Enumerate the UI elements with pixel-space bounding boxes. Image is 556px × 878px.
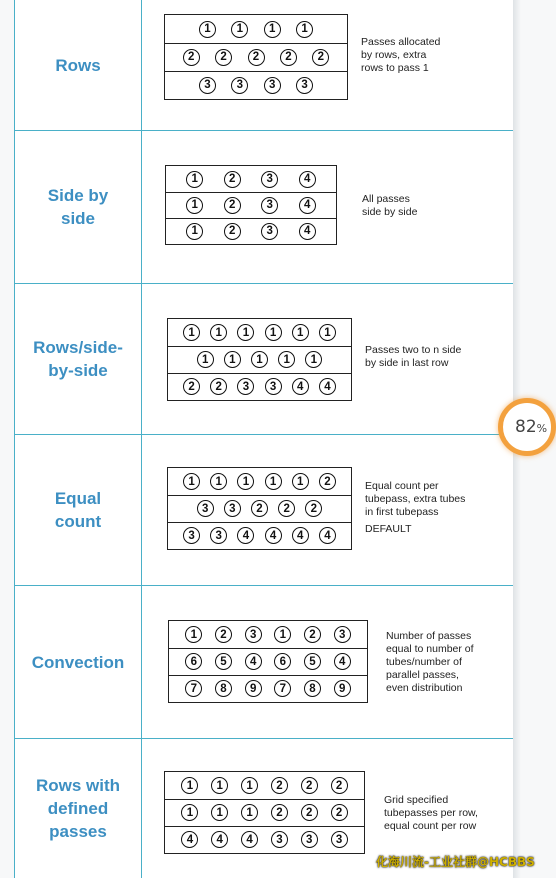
layout-description: All passes side by side — [362, 193, 418, 218]
tube-circle: 1 — [224, 351, 241, 368]
tube-circle: 1 — [265, 324, 282, 341]
tube-circle: 2 — [183, 378, 200, 395]
diagram-row-divider — [168, 495, 351, 496]
tube-circle: 4 — [299, 223, 316, 240]
tube-circle: 3 — [265, 378, 282, 395]
tube-circle: 1 — [237, 473, 254, 490]
tube-pass-diagram — [164, 14, 348, 100]
tube-circle: 2 — [210, 378, 227, 395]
tube-circle: 4 — [334, 653, 351, 670]
diagram-row-divider — [166, 218, 336, 219]
tube-circle: 6 — [185, 653, 202, 670]
tube-circle: 6 — [274, 653, 291, 670]
tube-circle: 4 — [265, 527, 282, 544]
progress-badge[interactable] — [498, 398, 556, 456]
layout-name: Rows/side- by-side — [33, 338, 123, 380]
tube-circle: 1 — [241, 804, 258, 821]
tube-circle: 1 — [183, 473, 200, 490]
tube-circle: 2 — [331, 777, 348, 794]
tube-circle: 3 — [271, 831, 288, 848]
layout-name-cell — [15, 739, 142, 878]
tube-circle: 4 — [319, 527, 336, 544]
tube-circle: 3 — [261, 171, 278, 188]
tube-circle: 3 — [334, 626, 351, 643]
tube-circle: 3 — [331, 831, 348, 848]
tube-circle: 4 — [241, 831, 258, 848]
tube-pass-diagram — [167, 318, 352, 401]
tube-circle: 7 — [274, 680, 291, 697]
table-row — [15, 0, 513, 131]
tube-circle: 3 — [301, 831, 318, 848]
tube-circle: 2 — [301, 777, 318, 794]
tube-circle: 2 — [271, 804, 288, 821]
tube-circle: 1 — [237, 324, 254, 341]
tube-circle: 4 — [299, 171, 316, 188]
tube-circle: 1 — [241, 777, 258, 794]
tube-circle: 1 — [265, 473, 282, 490]
tube-circle: 3 — [183, 527, 200, 544]
tube-circle: 4 — [292, 527, 309, 544]
tube-circle: 1 — [211, 804, 228, 821]
diagram-row-divider — [165, 799, 364, 800]
tube-circle: 3 — [224, 500, 241, 517]
tube-circle: 1 — [264, 21, 281, 38]
tube-circle: 3 — [199, 77, 216, 94]
tube-circle: 8 — [215, 680, 232, 697]
diagram-row-divider — [166, 192, 336, 193]
table-row — [15, 131, 513, 284]
diagram-row-divider — [169, 648, 367, 649]
tube-pass-table — [14, 0, 514, 878]
progress-value: 82% — [515, 417, 548, 437]
tube-circle: 4 — [299, 197, 316, 214]
default-note: DEFAULT — [365, 523, 412, 535]
tube-circle: 5 — [215, 653, 232, 670]
tube-circle: 4 — [292, 378, 309, 395]
tube-circle: 3 — [296, 77, 313, 94]
diagram-row-divider — [168, 522, 351, 523]
tube-circle: 1 — [319, 324, 336, 341]
tube-circle: 2 — [280, 49, 297, 66]
tube-circle: 4 — [237, 527, 254, 544]
table-row — [15, 586, 513, 739]
tube-circle: 2 — [248, 49, 265, 66]
layout-description: Grid specified tubepasses per row, equal count per row — [384, 794, 478, 832]
layout-name-cell — [15, 0, 142, 130]
tube-circle: 3 — [261, 223, 278, 240]
tube-circle: 1 — [210, 324, 227, 341]
tube-circle: 1 — [181, 777, 198, 794]
tube-circle: 1 — [278, 351, 295, 368]
tube-circle: 2 — [251, 500, 268, 517]
tube-circle: 3 — [210, 527, 227, 544]
tube-circle: 2 — [271, 777, 288, 794]
tube-circle: 3 — [237, 378, 254, 395]
layout-name: Side by side — [47, 186, 109, 228]
tube-circle: 2 — [301, 804, 318, 821]
tube-circle: 1 — [292, 324, 309, 341]
tube-circle: 3 — [231, 77, 248, 94]
tube-circle: 2 — [224, 171, 241, 188]
tube-circle: 1 — [251, 351, 268, 368]
tube-circle: 2 — [215, 49, 232, 66]
tube-circle: 3 — [261, 197, 278, 214]
layout-name: Rows — [55, 55, 101, 75]
diagram-row-divider — [165, 826, 364, 827]
layout-description: Passes allocated by rows, extra rows to pass 1 — [361, 36, 441, 74]
diagram-row-divider — [169, 675, 367, 676]
tube-circle: 3 — [197, 500, 214, 517]
tube-circle: 3 — [264, 77, 281, 94]
layout-name-cell — [15, 284, 142, 434]
layout-name: Equal count — [54, 489, 102, 531]
tube-circle: 3 — [245, 626, 262, 643]
tube-circle: 2 — [224, 197, 241, 214]
tube-circle: 1 — [186, 171, 203, 188]
layout-description: Number of passes equal to number of tubes/number of parallel passes, even distribution — [386, 630, 474, 694]
layout-name: Rows with defined passes — [35, 776, 121, 841]
tube-circle: 8 — [304, 680, 321, 697]
tube-circle: 2 — [304, 626, 321, 643]
table-row — [15, 435, 513, 586]
diagram-row-divider — [165, 71, 347, 72]
tube-circle: 2 — [319, 473, 336, 490]
watermark-text: 化海川流-工业社群@HCBBS — [376, 855, 535, 869]
tube-circle: 1 — [210, 473, 227, 490]
tube-circle: 2 — [215, 626, 232, 643]
tube-circle: 4 — [181, 831, 198, 848]
tube-circle: 1 — [274, 626, 291, 643]
tube-circle: 1 — [186, 223, 203, 240]
tube-circle: 1 — [292, 473, 309, 490]
diagram-row-divider — [168, 373, 351, 374]
tube-circle: 1 — [185, 626, 202, 643]
tube-circle: 2 — [278, 500, 295, 517]
tube-pass-diagram — [167, 467, 352, 550]
layout-description: Passes two to n side by side in last row — [365, 344, 462, 369]
tube-circle: 4 — [319, 378, 336, 395]
tube-circle: 2 — [312, 49, 329, 66]
diagram-row-divider — [165, 43, 347, 44]
tube-pass-diagram — [168, 620, 368, 703]
tube-pass-diagram — [164, 771, 365, 854]
tube-circle: 9 — [334, 680, 351, 697]
tube-circle: 1 — [211, 777, 228, 794]
tube-circle: 1 — [186, 197, 203, 214]
tube-circle: 1 — [199, 21, 216, 38]
layout-description: Equal count per tubepass, extra tubes in first tubepass — [365, 480, 466, 518]
diagram-row-divider — [168, 346, 351, 347]
tube-circle: 2 — [305, 500, 322, 517]
tube-circle: 1 — [197, 351, 214, 368]
table-row — [15, 284, 513, 435]
tube-circle: 1 — [231, 21, 248, 38]
layout-name-cell — [15, 131, 142, 283]
layout-name: Convection — [31, 652, 125, 672]
tube-circle: 5 — [304, 653, 321, 670]
layout-name-cell — [15, 586, 142, 738]
layout-name-cell — [15, 435, 142, 585]
tube-circle: 1 — [305, 351, 322, 368]
tube-circle: 4 — [245, 653, 262, 670]
tube-circle: 1 — [183, 324, 200, 341]
tube-circle: 2 — [331, 804, 348, 821]
tube-circle: 4 — [211, 831, 228, 848]
tube-circle: 2 — [183, 49, 200, 66]
tube-circle: 1 — [181, 804, 198, 821]
tube-circle: 9 — [245, 680, 262, 697]
tube-pass-diagram — [165, 165, 337, 245]
tube-circle: 7 — [185, 680, 202, 697]
tube-circle: 1 — [296, 21, 313, 38]
tube-circle: 2 — [224, 223, 241, 240]
